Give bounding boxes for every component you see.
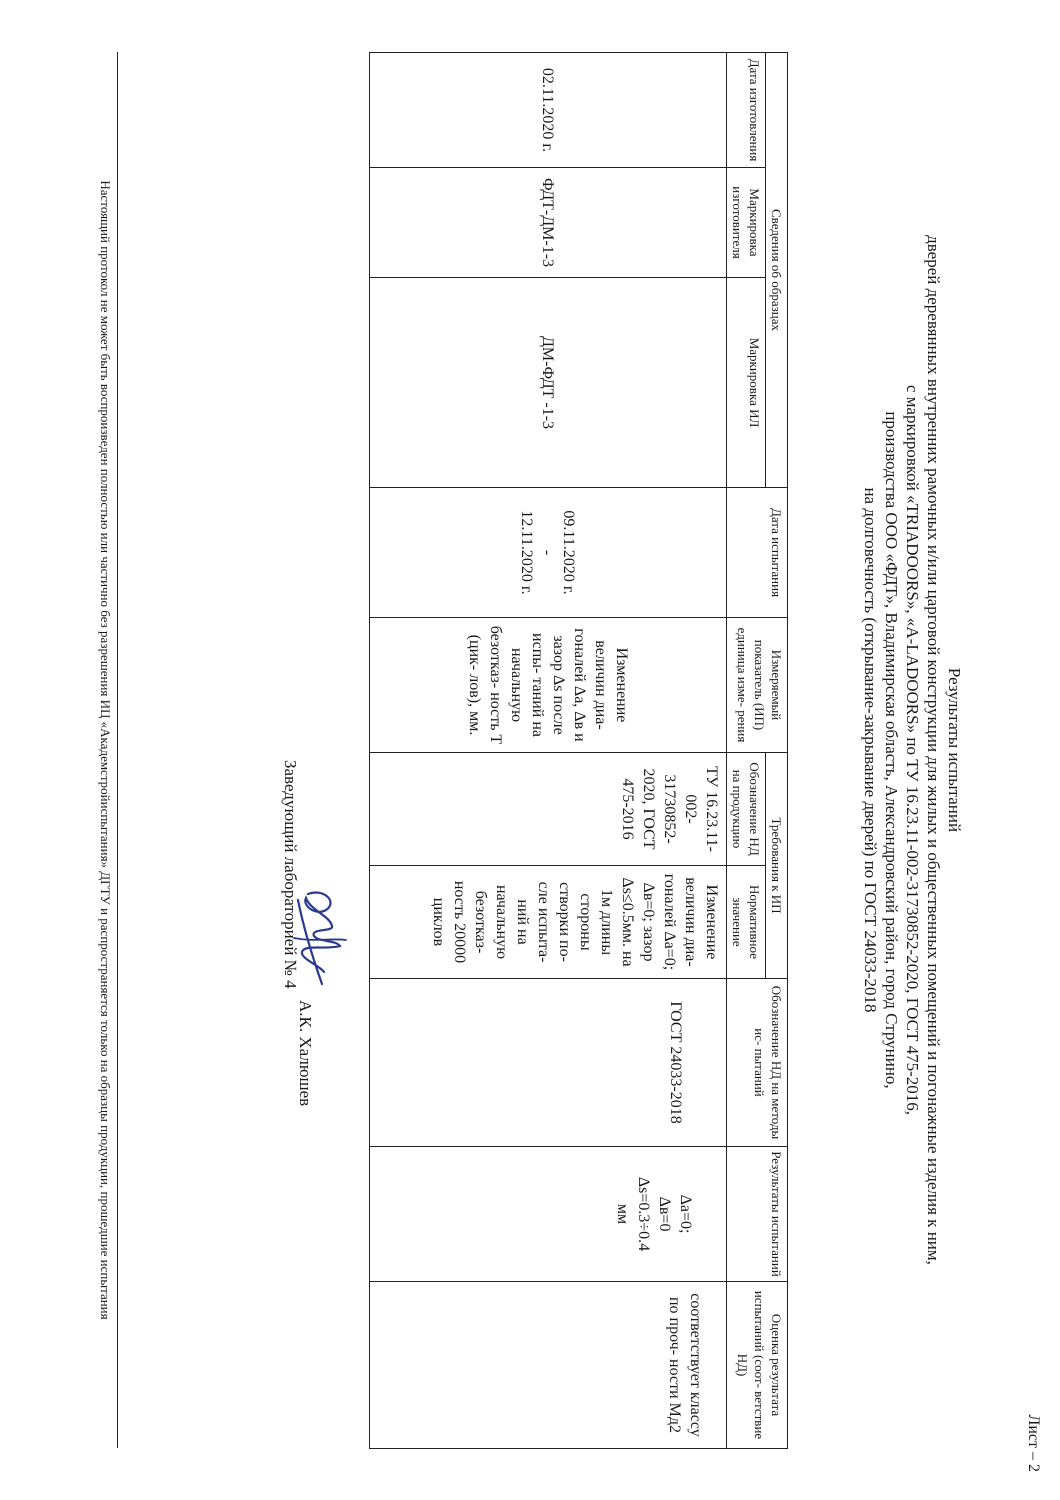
manufacture-date-cell: 02.11.2020 г. xyxy=(370,53,727,168)
test-date-cell xyxy=(370,488,727,618)
method-nd-header: Обозначение НД на методы ис- пытаний xyxy=(727,979,788,1147)
group-requirements-header: Требования к ИП xyxy=(766,753,788,979)
test-date-header: Дата испытания xyxy=(727,488,788,618)
results-cell xyxy=(370,1147,727,1282)
table-row xyxy=(370,53,727,1449)
indicator-cell: Изменение величин диа- гоналей Δa, Δв и зазор Δs после испы- таний на начальную безотказ- ность Т (цик- лов), мм. xyxy=(370,618,727,753)
result-unit: мм xyxy=(614,1203,631,1225)
normative-value-header: Нормативное значение xyxy=(727,866,766,979)
position-label: Заведующий лабораторией № 4 xyxy=(281,760,300,989)
signer-name: А.К. Халюшев xyxy=(296,1000,315,1107)
product-nd-cell: ТУ 16.23.11- 002- 31730852- 2020, ГОСТ 475-2016 xyxy=(370,753,727,866)
lab-marking-header: Маркировка ИЛ xyxy=(727,278,766,488)
assessment-cell: соответствует классу по проч- ности Мд2 xyxy=(370,1282,727,1449)
product-nd-header: Обозначение НД на продукцию xyxy=(727,753,766,866)
test-date-from: 09.11.2020 г. xyxy=(560,510,578,595)
result-delta-b: Δв=0 xyxy=(656,1196,673,1232)
results-header: Результаты испытаний xyxy=(727,1147,788,1282)
header-row-1 xyxy=(766,53,788,1449)
assessment-header: Оценка результата испытаний (соот- ветствие НД) xyxy=(727,1282,788,1449)
indicator-header: Измеряемый показатель (ИП) единица изме- рения xyxy=(727,618,788,753)
result-delta-s: Δs=0.3÷0.4 xyxy=(635,1176,652,1252)
group-samples-header: Сведения об образцах xyxy=(766,53,788,488)
footer-divider xyxy=(117,52,118,1448)
method-nd-cell: ГОСТ 24033-2018 xyxy=(370,979,727,1147)
heading-line-2: с маркировкой «TRIADOORS», «A-LADOORS» по ТУ 16.23.11-002-31730852-2020, ГОСТ 475-2016, xyxy=(903,384,922,1115)
maker-marking-cell: ФДТ-ДМ-1-3 xyxy=(370,168,727,278)
results-table xyxy=(369,52,788,1449)
disclaimer: Настоящий протокол не может быть воспроизведен полностью или частично без разрешения ИЦ «Академстройиспытания» ДГТУ и распространяется только на образцы продукции, прошедшие испытания xyxy=(98,180,113,1320)
result-delta-a: Δa=0; xyxy=(677,1194,694,1234)
test-date-separator: - xyxy=(539,549,557,556)
lab-marking-cell: ДМ-ФДТ -1-3 xyxy=(370,278,727,488)
test-date-to: 12.11.2020 г. xyxy=(518,510,536,595)
heading xyxy=(860,40,965,1460)
heading-line-1: дверей деревянных внутренних рамочных и/или царговой конструкции для жилых и общественных помещений и погонажные изделия к ним, xyxy=(924,235,943,1265)
normative-value-cell: Изменение величин диа- гоналей Δa=0; Δв=0; зазор Δs≤0.5мм. на 1м длины стороны створки по- сле испыта- ний на начальную безотказ- ность 20000 циклов xyxy=(370,866,727,979)
heading-line-3: производства ООО «ФДТ», Владимирская область, Александровский район, город Струнино, xyxy=(882,411,901,1089)
signature-image xyxy=(280,880,360,990)
heading-title: Результаты испытаний xyxy=(945,667,964,833)
manufacture-date-header: Дата изготовления xyxy=(727,53,766,168)
sheet-number: Лист – 2 xyxy=(1025,1414,1042,1472)
maker-marking-header: Маркировка изготовителя xyxy=(727,168,766,278)
heading-line-4: на долговечность (открывание-закрывание дверей) по ГОСТ 24033-2018 xyxy=(861,487,880,1013)
